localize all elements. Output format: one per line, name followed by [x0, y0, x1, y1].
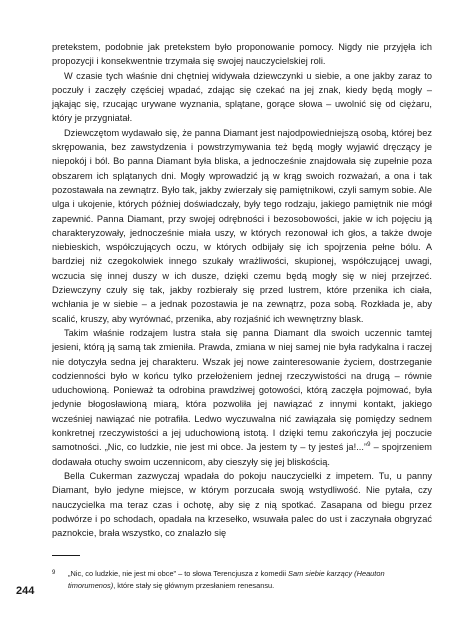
footnote-number: 9 — [52, 570, 56, 576]
paragraph-3: Dziewczętom wydawało się, że panna Diamant jest najodpowiedniejszą osobą, której bez skrępowania, bez zawstydzenia i powstrzymywania też będą mogły wyjawić dręczący je niepokój i ból. Bo panna Diamant była bliska, a jednocześnie znajdowała się zupełnie poza obszarem ich splątanych dni. Mogły wprowadzić ją w krąg swoich rozważań, a ona i tak pozostawała na zewnątrz. Było tak, jakby zwierzały się pamiętnikowi, czyli samym sobie. Ale ulga i ukojenie, których później doświadczały, były tego rodzaju, jakiego pamiętnik nie mógł zapewnić. Panna Diamant, przy swojej odrębności i bezosobowości, jakie w ich pojęciu ją charakteryzowały, jednocześnie miała uszy, w których rezonował ich głos, a także dwoje niebieskich, współczujących oczu, w których odbijały się ich spojrzenia pełne bólu. A bardziej niż czegokolwiek innego szukały wrażliwości, skupionej, współczującej uwagi, wczucia się innej duszy w ich dusze, dzięki czemu będą mogły się w niej przejrzeć. Dziewczyny czuły się tak, jakby rozbierały się przed lustrem, które przenika ich ciała, wchłania je w siebie – a jednak pozostawia je na zewnątrz, poza sobą. Rozkłada je, aby scalić, kruszy, aby wyrównać, przenika, aby rozjaśnić ich wewnętrzny blask. — [52, 127, 432, 324]
footnote-divider — [52, 555, 80, 556]
paragraph-4 — [52, 326, 432, 469]
footnote-marker[interactable]: 9 — [367, 442, 371, 449]
body-text — [52, 40, 432, 540]
paragraph-1: pretekstem, podobnie jak pretekstem było proponowanie pomocy. Nigdy nie przyjęła ich propozycji i konsekwentnie trzymała się swojej nauczycielskiej roli. — [52, 42, 432, 67]
page-number: 244 — [16, 585, 35, 597]
footnote-text-after: , które stały się głównym przesłaniem renesansu. — [113, 580, 275, 590]
paragraph-4-text: Takim właśnie rodzajem lustra stała się panna Diamant dla swoich uczennic tamtej jesieni, którą ją samą tak zmieniła. Prawda, zmiana w niej samej nie była radykalna i raczej nie dotyczyła sedna jej charakteru. Wszak jej nowe zainteresowanie życiem, dostrzeganie codzienności było w końcu tylko przełożeniem jednej rzeczywistości na drugą – równie uduchowioną. Ponieważ ta odrobina prawdziwej gotowości, którą zaczęła pojmować, była jedynie błogosławioną miarą, która pozwoliła jej nawiązać z innymi kontakt, jakiego wcześniej nawiązać nie potrafiła. Ledwo wyczuwalna nić zawiązała się pomiędzy sednem konkretnej rzeczywistości a jej uduchowioną istotą. I dzięki temu zakończyła jej poczucie samotności. „Nic, co ludzkie, nie jest mi obce. Ja jestem ty – ty jesteś ja!...” — [52, 327, 432, 453]
footnote-text-before: „Nic, co ludzkie, nie jest mi obce” – to słowa Terencjusza z komedii — [68, 569, 289, 578]
paragraph-4-tail: – spojrzeniem dodawała otuchy swoim uczennicom, aby cieszyły się jej bliskością. — [52, 442, 432, 467]
footnote-title: Sam siebie karzący (Heauton timorumenos) — [68, 569, 385, 590]
footnote-text — [68, 568, 432, 591]
paragraph-5: Bella Cukerman zazwyczaj wpadała do pokoju nauczycielki z impetem. Tu, u panny Diamant, było jedyne miejsce, w którym porzucała swoją wstydliwość. Nie pytała, czy nauczycielka ma teraz czas i ochotę, aby się z nią spotkać. Zasapana od biegu przez podwórze i po schodach, opadała na krzesełko, wsuwała palec do ust i zaczynała obgryzać paznokcie, brała wszystko, co znalazło się — [52, 470, 432, 539]
paragraph-2: W czasie tych właśnie dni chętniej widywała dziewczynki u siebie, a one jakby zaraz to poczuły i zaczęły częściej wpadać, zdając się czekać na jej znak, kiedy będą mogły – jąkając się, rzucając urywane wyznania, splątane, gorące słowa – uwolnić się od ciężaru, który je przygniatał. — [52, 70, 432, 124]
footnote — [52, 568, 432, 591]
